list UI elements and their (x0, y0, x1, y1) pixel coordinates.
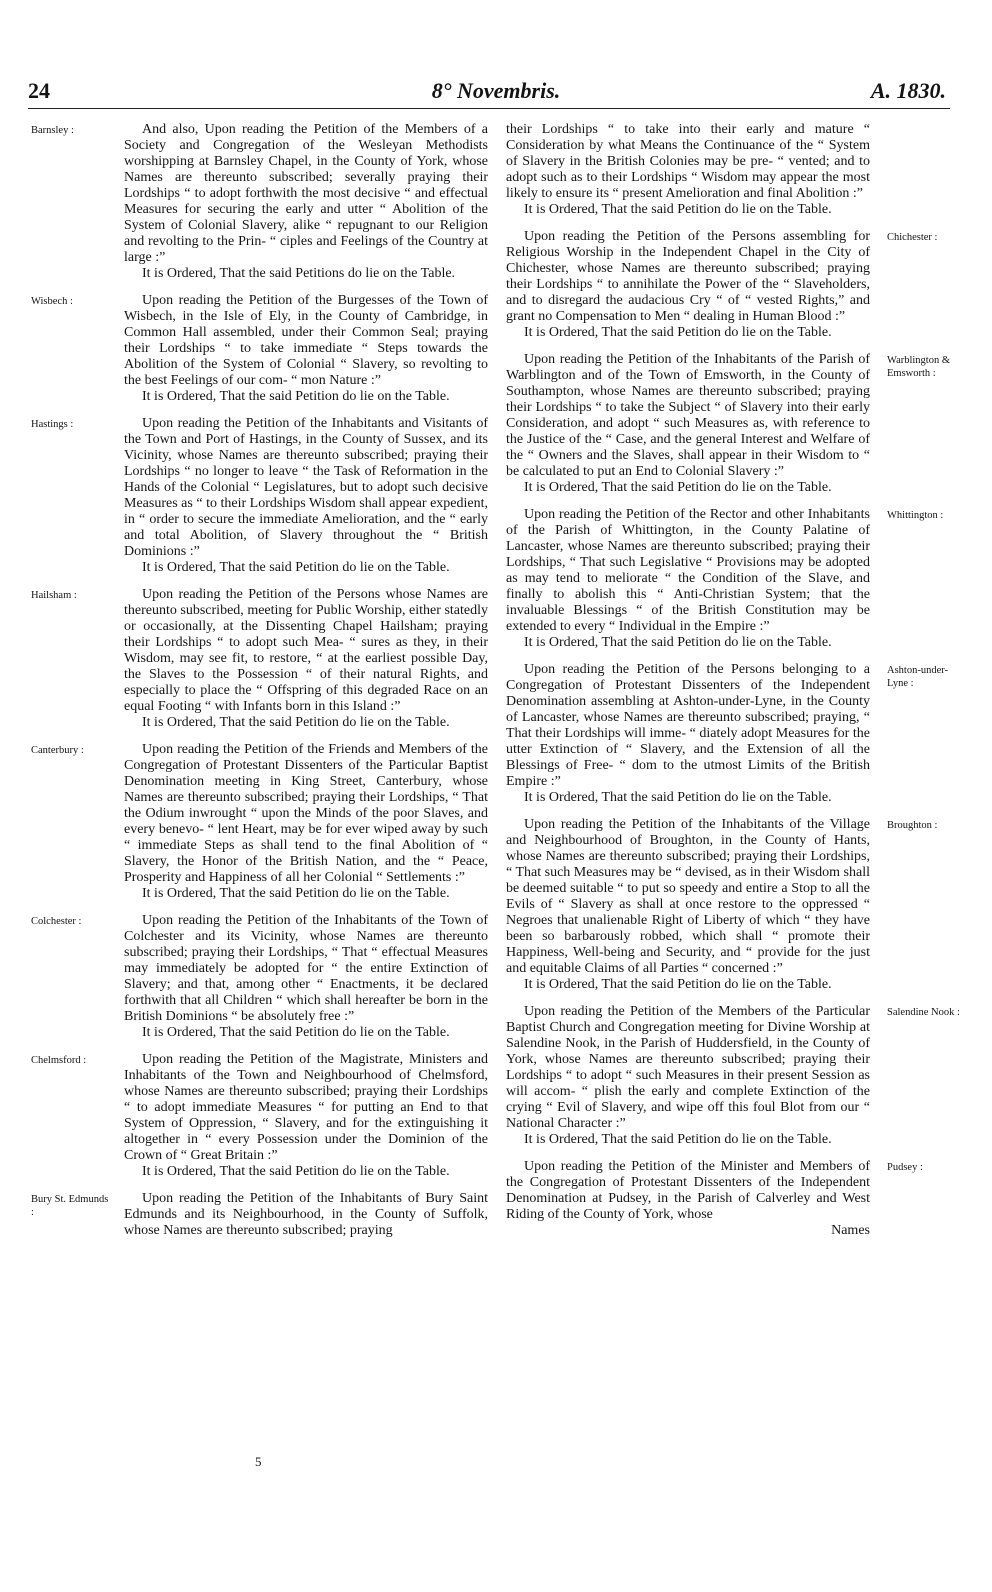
page-year: A. 1830. (870, 78, 946, 103)
margin-note: Canterbury : (31, 745, 84, 756)
order-text: It is Ordered, That the said Petition do lie on the Table. (142, 560, 450, 575)
petition-text: Upon reading the Petition of the Magistrate, Ministers and Inhabitants of the Town and Neighbourhood of Chelmsford, whose Names are thereunto subscribed; praying their Lordships “ to adopt immediate Measures “ for putting an End to that System of Oppression, “ Slavery, and for the extinguishing it altogether in “ every Possession under the Dominion of the Crown of “ Great Britain :” (124, 1052, 488, 1163)
margin-note: Colchester : (31, 916, 82, 927)
margin-note: Broughton : (887, 820, 938, 831)
entry-hastings (31, 416, 488, 576)
entry-colchester (31, 913, 488, 1041)
entry-salendine-nook (506, 1004, 960, 1148)
entry-canterbury (31, 742, 488, 902)
right-column (506, 122, 960, 1250)
margin-note: Chichester : (887, 232, 938, 243)
entry-wisbech (31, 293, 488, 405)
order-text: It is Ordered, That the said Petition do lie on the Table. (524, 202, 832, 217)
entry-bury-continued (506, 122, 870, 218)
left-column (31, 122, 488, 1250)
entry-pudsey (506, 1159, 923, 1239)
order-text: It is Ordered, That the said Petition do lie on the Table. (142, 389, 450, 404)
signature-mark: 5 (255, 1454, 262, 1469)
entry-barnsley (31, 122, 488, 282)
header-rule (28, 108, 950, 109)
petition-text: Upon reading the Petition of the Rector and other Inhabitants of the Parish of Whittington, in the County Palatine of Lancaster, whose Names are thereunto subscribed; praying their Lordships, “ That such Legislative “ Provisions may be adopted as may tend to meliorate “ the Condition of the Slave, and finally to abolish this “ Anti-Christian System; that the invaluable Blessings “ of the British Constitution may be extended to every “ Individual in the Empire :” (506, 507, 870, 634)
entry-bury-st-edmunds (31, 1191, 488, 1239)
margin-note: Salendine Nook : (887, 1007, 960, 1018)
margin-note: Ashton-under-Lyne : (887, 665, 949, 689)
margin-note: Pudsey : (887, 1162, 923, 1173)
margin-note: Warblington & Emsworth : (887, 355, 951, 379)
entry-ashton-under-lyne (506, 662, 949, 806)
margin-note: Whittington : (887, 510, 944, 521)
petition-text: Upon reading the Petition of the Persons assembling for Religious Worship in the Independent Chapel in the City of Chichester, whose Names are thereunto subscribed; praying their Lordships “ to annihilate the Power of the “ Slaveholders, and to disregard the audacious Cry “ of “ vested Rights,” and grant no Compensation to Men “ dealing in Human Blood :” (506, 229, 870, 324)
order-text: It is Ordered, That the said Petition do lie on the Table. (524, 977, 832, 992)
order-text: It is Ordered, That the said Petition do lie on the Table. (524, 325, 832, 340)
margin-note: Hastings : (31, 419, 74, 430)
petition-text: Upon reading the Petition of the Inhabitants of Bury Saint Edmunds and its Neighbourhood, in the County of Suffolk, whose Names are thereunto subscribed; praying (124, 1191, 488, 1238)
petition-text: Upon reading the Petition of the Burgesses of the Town of Wisbech, in the Isle of Ely, in the County of Cambridge, in Common Hall assembled, under their Common Seal; praying their Lordships “ to take immediate “ Steps towards the Abolition of the System of Colonial “ Slavery, so revolting to the best Feelings of our com- “ mon Nature :” (124, 293, 488, 388)
margin-note: Barnsley : (31, 125, 74, 136)
petition-text: Upon reading the Petition of the Persons belonging to a Congregation of Protestant Dissenters of the Independent Denomination assembling at Ashton-under-Lyne, in the County of Lancaster, whose Names are thereunto subscribed; praying, “ That their Lordships will imme- “ diately adopt Measures for the utter Extinction of “ Slavery, and the Extension of all the Blessings of Free- “ dom to the utmost Limits of the British Empire :” (506, 662, 870, 789)
entry-chichester (506, 229, 938, 341)
margin-note: Bury St. Edmunds : (31, 1194, 109, 1218)
catchword: Names (831, 1223, 870, 1238)
petition-text: Upon reading the Petition of the Inhabitants of the Village and Neighbourhood of Broughton, in the County of Hants, whose Names are thereunto subscribed; praying their Lordships, “ That such Measures may be “ devised, as in their Wisdom shall be deemed suitable “ to put so speedy and entire a Stop to all the Evils of “ Slavery as shall at once restore to the oppressed “ Negroes that unalienable Right of Liberty of which “ they have been so barbarously robbed, which shall “ promote their Happiness, Well-being and Security, and “ provide for the just and equitable Claims of all Parties “ concerned :” (506, 817, 870, 976)
entry-broughton (506, 817, 938, 993)
order-text: It is Ordered, That the said Petitions do lie on the Table. (142, 266, 456, 281)
petition-text: Upon reading the Petition of the Inhabitants of the Parish of Warblington and of the Town of Emsworth, in the County of Southampton, whose Names are thereunto subscribed; praying their Lordships “ to take the Subject “ of Slavery into their early Consideration, and adopt “ such Measures as, with reference to the Justice of the “ Case, and the general Interest and Welfare of the “ Owners and the Slaves, shall appear in their Wisdom to “ be calculated to put an End to Colonial Slavery :” (506, 352, 870, 479)
petition-text: Upon reading the Petition of the Minister and Members of the Congregation of Protestant Dissenters of the Independent Denomination at Pudsey, in the Parish of Calverley and West Riding of the County of York, whose (506, 1159, 870, 1222)
order-text: It is Ordered, That the said Petition do lie on the Table. (524, 480, 832, 495)
petition-text: their Lordships “ to take into their early and mature “ Consideration by what Means the Continuance of the “ System of Slavery in the British Colonies may be pre- “ vented; and to adopt such as to their Lordships “ Wisdom may appear the most likely to ensure its “ present Amelioration and final Abolition :” (506, 122, 870, 201)
order-text: It is Ordered, That the said Petition do lie on the Table. (142, 1025, 450, 1040)
order-text: It is Ordered, That the said Petition do lie on the Table. (524, 1132, 832, 1147)
order-text: It is Ordered, That the said Petition do lie on the Table. (524, 790, 832, 805)
order-text: It is Ordered, That the said Petition do lie on the Table. (524, 635, 832, 650)
petition-text: Upon reading the Petition of the Persons whose Names are thereunto subscribed, meeting for Public Worship, either statedly or occasionally, at the Dissenting Chapel Hailsham; praying their Lordships “ to adopt such Mea- “ sures as they, in their Wisdom, may see fit, to restore, “ at the earliest possible Day, the Slaves to the Possession “ of their natural Rights, and especially to place the “ Offspring of this degraded Race on an equal Footing “ with Infants born in this Island :” (124, 587, 488, 714)
order-text: It is Ordered, That the said Petition do lie on the Table. (142, 1164, 450, 1179)
entry-warblington (506, 352, 951, 496)
petition-text: Upon reading the Petition of the Inhabitants of the Town of Colchester and its Vicinity, whose Names are thereunto subscribed; praying their Lordships, “ That “ effectual Measures may immediately be adopted for “ the entire Extinction of Slavery; and that, among other “ Enactments, it be declared forthwith that all Children “ which shall hereafter be born in the British Dominions “ be absolutely free :” (124, 913, 488, 1024)
margin-note: Wisbech : (31, 296, 73, 307)
order-text: It is Ordered, That the said Petition do lie on the Table. (142, 886, 450, 901)
petition-text: Upon reading the Petition of the Friends and Members of the Congregation of Protestant Dissenters of the Particular Baptist Denomination meeting in King Street, Canterbury, whose Names are thereunto subscribed; praying their Lordships, “ That the Odium inwrought “ upon the Minds of the poor Slaves, and every benevo- “ lent Heart, may be for ever wiped away by such “ immediate Steps as shall tend to the final Abolition of “ Slavery, the Honor of the British Nation, and the “ Peace, Prosperity and Happiness of all her Colonial “ Settlements :” (124, 742, 488, 885)
petition-text: Upon reading the Petition of the Inhabitants and Visitants of the Town and Port of Hastings, in the County of Sussex, and its Vicinity, whose Names are thereunto subscribed; praying their Lordships “ no longer to leave “ the Task of Reformation in the Hands of the Colonial “ Legislatures, but to adopt such decisive Measures as “ to their Lordships Wisdom shall appear expedient, in “ order to secure the immediate Amelioration, and the “ early and total Abolition, of Slavery throughout the “ British Dominions :” (124, 416, 488, 559)
margin-note: Chelmsford : (31, 1055, 87, 1066)
page-number: 24 (28, 78, 50, 103)
entry-whittington (506, 507, 944, 651)
margin-note: Hailsham : (31, 590, 77, 601)
entry-chelmsford (31, 1052, 488, 1180)
petition-text: And also, Upon reading the Petition of the Members of a Society and Congregation of the Wesleyan Methodists worshipping at Barnsley Chapel, in the County of York, whose Names are thereunto subscribed; severally praying their Lordships “ to adopt forthwith the most decisive “ and effectual Measures for securing the early and utter “ Abolition of the System of Colonial Slavery, alike “ repugnant to our Religion and revolting to the Prin- “ ciples and Feelings of the Country at large :” (124, 122, 488, 265)
petition-text: Upon reading the Petition of the Members of the Particular Baptist Church and Congregation meeting for Divine Worship at Salendine Nook, in the Parish of Huddersfield, in the County of York, whose Names are thereunto subscribed; praying their Lordships “ to adopt “ such Measures in their present Session as will accom- “ plish the early and complete Extinction of the crying “ Evil of Slavery, and wipe off this foul Blot from our “ National Character :” (506, 1004, 870, 1131)
entry-hailsham (31, 587, 488, 731)
order-text: It is Ordered, That the said Petition do lie on the Table. (142, 715, 450, 730)
page-date: 8° Novembris. (431, 78, 561, 103)
